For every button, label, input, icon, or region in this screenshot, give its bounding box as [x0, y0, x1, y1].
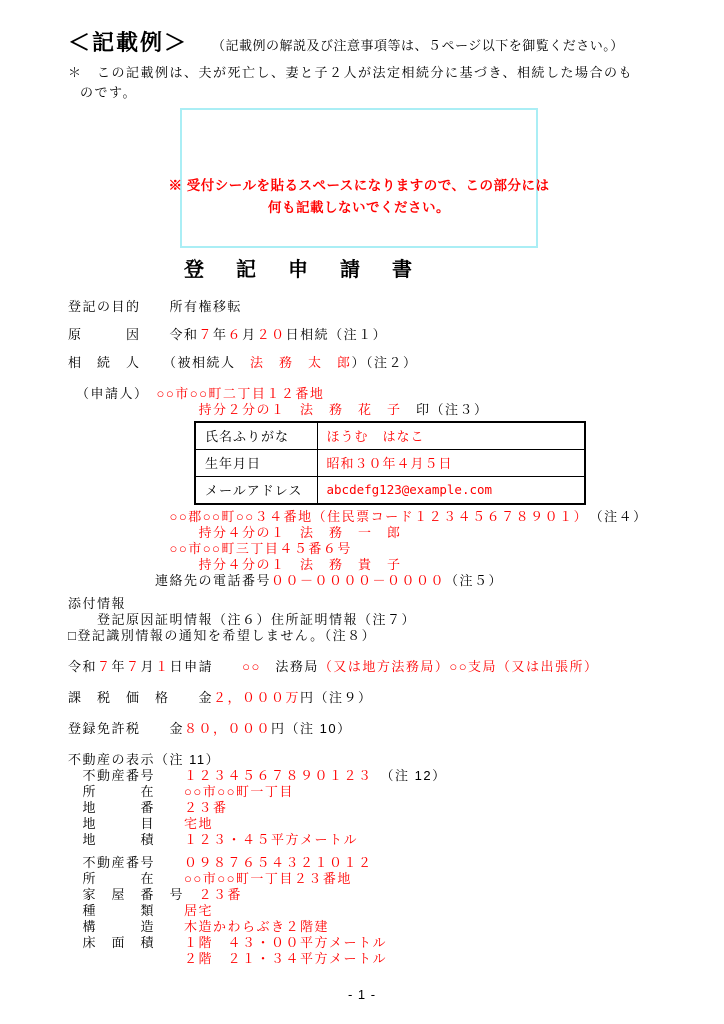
form-line	[68, 612, 688, 628]
text-segment: （注５）	[445, 573, 504, 588]
document-title: 登 記 申 請 書	[184, 259, 418, 281]
form-line	[68, 721, 688, 737]
form-line	[68, 386, 688, 402]
form-line	[68, 690, 688, 706]
text-segment: ○○市○○町一丁目	[184, 784, 294, 799]
table-row-label: 氏名ふりがな	[195, 422, 317, 450]
text-segment: 地 積	[68, 832, 185, 847]
text-segment: 印（注３）	[401, 402, 489, 417]
form-line	[68, 784, 688, 800]
text-segment: 不動産の表示（注 11）	[68, 752, 221, 767]
form-line	[68, 951, 688, 967]
form-line	[68, 509, 688, 525]
text-segment: ７	[198, 327, 214, 342]
table-row	[195, 477, 585, 505]
seal-note-line-1: ※ 受付シールを貼るスペースになりますので、この部分には	[168, 178, 550, 193]
text-segment: ２３番	[184, 800, 228, 815]
text-segment: 地 目	[68, 816, 185, 831]
text-segment: ６	[227, 327, 243, 342]
form-line	[68, 525, 688, 541]
form-line	[68, 355, 688, 371]
text-segment: 法務局	[260, 659, 319, 674]
text-segment: １２３４５６７８９０１２３	[184, 768, 373, 783]
text-segment: 不動産番号	[68, 855, 185, 870]
text-segment: （注 12）	[372, 768, 447, 783]
text-segment: 構 造	[68, 919, 185, 934]
text-segment: 登録免許税 金	[68, 721, 185, 736]
page-content	[68, 26, 688, 967]
form-line	[68, 752, 688, 768]
text-segment: 家 屋 番 号	[68, 887, 199, 902]
text-segment: ７	[126, 659, 141, 674]
text-segment: ００－００００－００００	[271, 573, 446, 588]
form-line	[68, 327, 688, 343]
text-segment: １	[155, 659, 170, 674]
table-row-value: 昭和３０年４月５日	[317, 450, 585, 477]
text-segment: 日相続（注１）	[285, 327, 388, 342]
text-segment: 宅地	[184, 816, 214, 831]
text-segment: （注４）	[581, 509, 648, 524]
reception-seal-box	[168, 108, 550, 248]
text-segment: ２階 ２１・３４平方メートル	[68, 951, 388, 966]
text-segment: ）（注２）	[351, 355, 418, 370]
form-line	[68, 887, 688, 903]
text-segment: 所 在	[68, 871, 185, 886]
example-heading-note: （記載例の解説及び注意事項等は、５ページ以下を御覧ください。）	[212, 38, 624, 53]
form-line	[68, 596, 688, 612]
form-line	[68, 935, 688, 951]
text-segment: １２３・４５平方メートル	[184, 832, 359, 847]
text-segment: 円（注９）	[300, 690, 373, 705]
form-line	[68, 768, 688, 784]
text-segment: ○○郡○○町○○３４番地（住民票コード１２３４５６７８９０１）	[68, 509, 582, 524]
table-row-label: メールアドレス	[195, 477, 317, 505]
form-line	[68, 299, 688, 315]
text-segment: 法 務 太 郎	[250, 355, 352, 370]
text-segment: ０９８７６５４３２１０１２	[184, 855, 373, 870]
text-segment: 原 因 令和	[68, 327, 199, 342]
text-segment: （申請人）	[68, 386, 157, 401]
example-heading: ＜記載例＞	[68, 30, 189, 55]
text-segment: ○○市○○町三丁目４５番６号	[68, 541, 352, 556]
form-lines-lower	[68, 509, 688, 967]
text-segment: ○○市○○町一丁目２３番地	[184, 871, 352, 886]
table-row	[195, 422, 585, 450]
remark-line-1: ＊ この記載例は、夫が死亡し、妻と子２人が法定相続分に基づき、相続した場合のも	[68, 65, 633, 80]
text-segment: ２０	[256, 327, 286, 342]
form-line	[68, 903, 688, 919]
form-lines-upper	[68, 299, 688, 418]
form-line	[68, 871, 688, 887]
table-row-label: 生年月日	[195, 450, 317, 477]
form-line	[68, 800, 688, 816]
text-segment: 円（注 10）	[271, 721, 352, 736]
text-segment: ２３番	[198, 887, 243, 902]
text-segment: 床 面 積	[68, 935, 185, 950]
text-segment: １階 ４３・００平方メートル	[184, 935, 388, 950]
form-line	[68, 628, 688, 644]
form-line	[68, 816, 688, 832]
table-row-value: abcdefg123@example.com	[317, 477, 585, 505]
text-segment: 添付情報	[68, 596, 127, 611]
text-segment: 年	[111, 659, 127, 674]
text-segment: （又は地方法務局）○○支局（又は出張所）	[318, 659, 599, 674]
text-segment: 所 在	[68, 784, 185, 799]
form-line	[68, 541, 688, 557]
text-segment: 地 番	[68, 800, 185, 815]
table-row-value: ほうむ はなこ	[317, 422, 585, 450]
text-segment: □登記識別情報の通知を希望しません。（注８）	[68, 628, 377, 643]
text-segment: 不動産番号	[68, 768, 185, 783]
table-row	[195, 450, 585, 477]
remark-line-2: のです。	[80, 85, 137, 100]
text-segment: ７	[97, 659, 112, 674]
text-segment: 月	[242, 327, 257, 342]
text-segment: 月	[140, 659, 156, 674]
text-segment: ○○市○○町二丁目１２番地	[156, 386, 325, 401]
form-line	[68, 659, 688, 675]
form-line	[68, 832, 688, 848]
text-segment: 課 税 価 格 金	[68, 690, 214, 705]
text-segment: 種 類	[68, 903, 185, 918]
text-segment: ２，０００万	[213, 690, 301, 705]
text-segment: 日申請	[169, 659, 243, 674]
text-segment: 居宅	[184, 903, 214, 918]
text-segment: 令和	[68, 659, 98, 674]
text-segment: ○○	[242, 659, 261, 674]
text-segment: 木造かわらぶき２階建	[184, 919, 330, 934]
applicant-info-table	[194, 421, 586, 505]
text-segment: 持分２分の１ 法 務 花 子	[68, 402, 402, 417]
form-line	[68, 855, 688, 871]
text-segment: 持分４分の１ 法 務 貴 子	[68, 557, 402, 572]
form-line	[68, 573, 688, 589]
form-line	[68, 919, 688, 935]
form-line	[68, 557, 688, 573]
text-segment: 年	[213, 327, 228, 342]
form-line	[68, 402, 688, 418]
applicant-info-table-body	[195, 422, 585, 504]
text-segment: 連絡先の電話番号	[68, 573, 272, 588]
text-segment: 相 続 人 （被相続人	[68, 355, 251, 370]
text-segment: 登記原因証明情報（注６）住所証明情報（注７）	[68, 612, 417, 627]
text-segment: ８０，０００	[184, 721, 272, 736]
text-segment: 登記の目的 所有権移転	[68, 299, 243, 314]
text-segment: 持分４分の１ 法 務 一 郎	[68, 525, 402, 540]
page-number: - 1 -	[347, 987, 377, 1002]
header	[68, 26, 688, 57]
seal-note-line-2: 何も記載しないでください。	[268, 200, 450, 215]
